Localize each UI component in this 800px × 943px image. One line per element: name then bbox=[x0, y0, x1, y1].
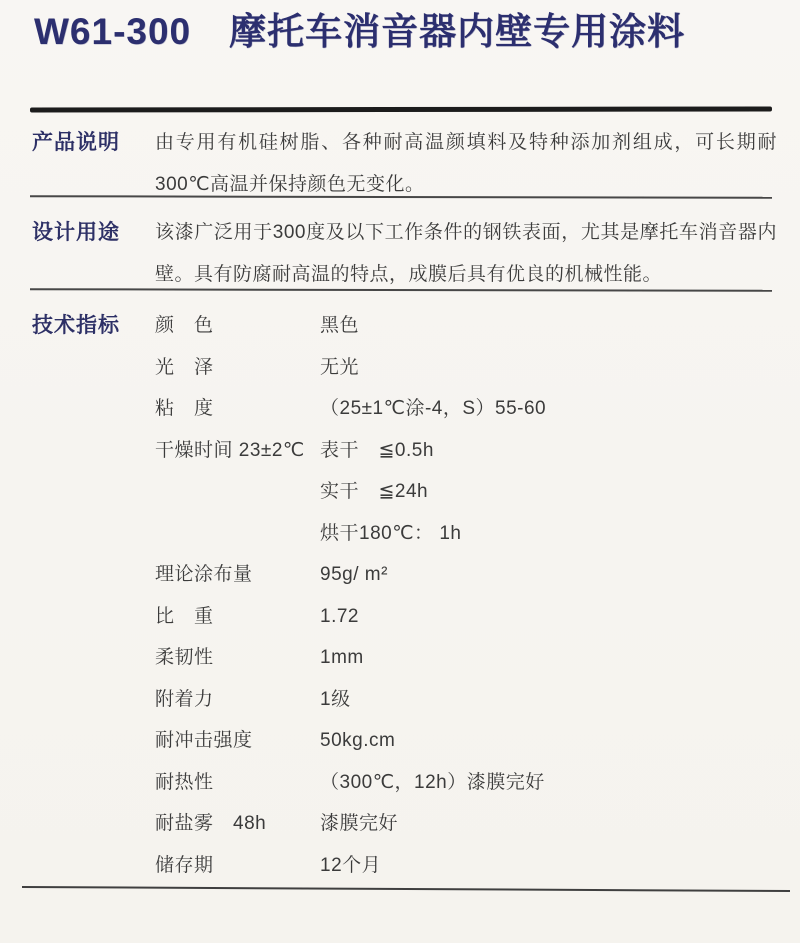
spec-row-specific-gravity bbox=[155, 596, 780, 638]
spec-name: 附着力 bbox=[155, 688, 214, 710]
spec-value: 95g/ m² bbox=[320, 564, 388, 585]
section-label-product-description: 产品说明 bbox=[32, 131, 120, 154]
spec-name: 柔韧性 bbox=[155, 647, 214, 668]
spec-row-impact-resistance bbox=[155, 720, 780, 762]
spec-value: 12个月 bbox=[320, 854, 382, 876]
spec-row-drying-time-hard bbox=[155, 471, 780, 513]
spec-name: 颜 色 bbox=[155, 315, 214, 336]
spec-name bbox=[155, 513, 320, 555]
spec-value: 实干 ≦24h bbox=[320, 481, 429, 502]
spec-value: （300℃，12h）漆膜完好 bbox=[320, 771, 545, 793]
section-label-design-use: 设计用途 bbox=[32, 221, 120, 244]
spec-value: 漆膜完好 bbox=[320, 813, 399, 834]
spec-value: 50kg.cm bbox=[320, 730, 396, 751]
spec-value: 无光 bbox=[320, 356, 360, 378]
section-label-technical-specs: 技术指标 bbox=[32, 314, 120, 337]
spec-row-shelf-life bbox=[155, 845, 780, 887]
bottom-divider bbox=[22, 886, 790, 892]
spec-row-drying-time-surface bbox=[155, 430, 780, 472]
spec-value: 1mm bbox=[320, 647, 364, 668]
spec-row-drying-time-baked bbox=[155, 513, 780, 555]
spec-name: 耐冲击强度 bbox=[155, 730, 253, 751]
section-body-design-use: 该漆广泛用于300度及以下工作条件的钢铁表面，尤其是摩托车消音器内壁。具有防腐耐高温的特点，成膜后具有优良的机械性能。 bbox=[155, 222, 777, 285]
spec-value: 1.72 bbox=[320, 605, 359, 627]
spec-table bbox=[155, 305, 780, 886]
spec-row-viscosity bbox=[155, 388, 780, 430]
spec-name: 耐盐雾 48h bbox=[155, 813, 267, 834]
spec-row-salt-spray-resistance bbox=[155, 803, 780, 845]
spec-row-gloss bbox=[155, 347, 780, 389]
spec-value: 烘干180℃： 1h bbox=[320, 522, 462, 544]
spec-row-heat-resistance bbox=[155, 762, 780, 804]
page-title: W61-300 摩托车消音器内壁专用涂料 bbox=[34, 11, 686, 52]
spec-row-flexibility bbox=[155, 637, 780, 679]
spec-name bbox=[155, 471, 320, 513]
spec-name: 理论涂布量 bbox=[155, 564, 253, 585]
spec-value: （25±1℃涂-4，S）55-60 bbox=[320, 398, 547, 419]
spec-name: 储存期 bbox=[155, 854, 214, 876]
section-body-product-description: 由专用有机硅树脂、各种耐高温颜填料及特种添加剂组成，可长期耐300℃高温并保持颜色无变化。 bbox=[155, 132, 777, 195]
spec-row-coverage bbox=[155, 554, 780, 596]
spec-value: 表干 ≦0.5h bbox=[320, 439, 434, 461]
spec-value: 1级 bbox=[320, 688, 351, 710]
spec-name: 干燥时间 23±2℃ bbox=[155, 439, 305, 461]
spec-name: 粘 度 bbox=[155, 398, 214, 419]
spec-name: 光 泽 bbox=[155, 356, 214, 378]
spec-value: 黑色 bbox=[320, 315, 360, 336]
spec-row-color bbox=[155, 305, 780, 347]
title-divider bbox=[30, 106, 772, 112]
spec-name: 比 重 bbox=[155, 605, 214, 627]
spec-row-adhesion bbox=[155, 679, 780, 721]
spec-name: 耐热性 bbox=[155, 771, 214, 793]
